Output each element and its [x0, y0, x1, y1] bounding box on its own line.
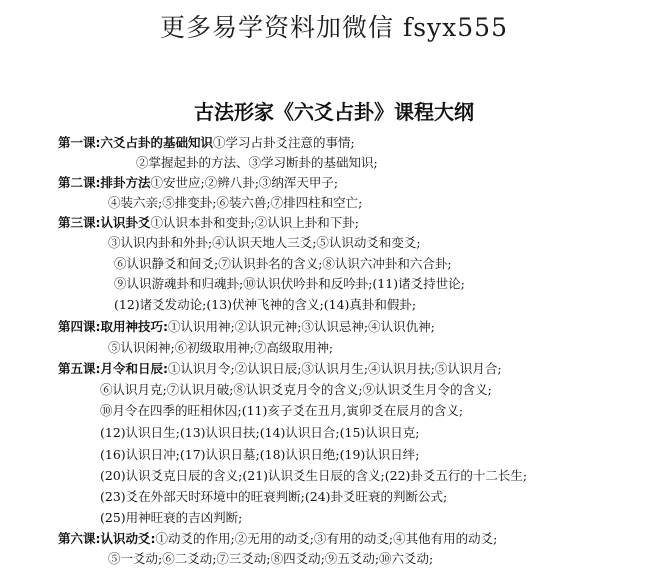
- lesson-4-line-1: [58, 318, 435, 336]
- lesson-5-line-8: (25)用神旺衰的吉凶判断;: [100, 510, 243, 525]
- lesson-5-line-5: (16)认识日冲;(17)认识日墓;(18)认识日绝;(19)认识日绊;: [100, 447, 420, 462]
- lesson-3-line-1: [58, 214, 359, 232]
- lesson-2-label: 第二课:排卦方法: [58, 175, 151, 190]
- lesson-5-line-1: [58, 360, 502, 378]
- lesson-3-line-3: ⑥认识静爻和间爻;⑦认识卦名的含义;⑧认识六冲卦和六合卦;: [114, 256, 452, 271]
- lesson-6-text-1: ①动爻的作用;②无用的动爻;③有用的动爻;④其他有用的动爻;: [155, 531, 498, 546]
- lesson-3-line-4: ⑨认识游魂卦和归魂卦;⑩认识伏吟卦和反吟卦;(11)诸爻持世论;: [114, 276, 465, 291]
- lesson-5-line-3: ⑩月令在四季的旺相休囚;(11)亥子爻在丑月,寅卯爻在辰月的含义;: [100, 403, 464, 418]
- lesson-4-line-2: ⑤认识闲神;⑥初级取用神;⑦高级取用神;: [108, 340, 334, 355]
- page-title: 古法形家《六爻占卦》课程大纲: [194, 100, 474, 124]
- lesson-6-label: 第六课:认识动爻:: [58, 531, 156, 546]
- lesson-5-line-6: (20)认识爻克日辰的含义;(21)认识爻生日辰的含义;(22)卦爻五行的十二长生;: [100, 468, 528, 483]
- lesson-6-line-1: [58, 530, 497, 548]
- lesson-5-line-7: (23)爻在外部天时环境中的旺衰判断;(24)卦爻旺衰的判断公式;: [100, 489, 448, 504]
- lesson-2-text-1: ①安世应;②辨八卦;③纳浑天甲子;: [150, 175, 339, 190]
- lesson-1-line-1: [58, 134, 355, 152]
- lesson-3-line-5: (12)诸爻发动论;(13)伏神飞神的含义;(14)真卦和假卦;: [114, 297, 417, 312]
- lesson-6-line-2: ⑤一爻动;⑥二爻动;⑦三爻动;⑧四爻动;⑨五爻动;⑩六爻动;: [108, 551, 434, 566]
- wechat-header: 更多易学资料加微信 fsyx555: [160, 13, 508, 42]
- lesson-2-line-1: [58, 174, 338, 192]
- lesson-5-line-4: (12)认识日生;(13)认识日扶;(14)认识日合;(15)认识日克;: [100, 425, 420, 440]
- lesson-1-text-1: ①学习占卦爻注意的事情;: [213, 135, 355, 150]
- lesson-2-line-2: ④装六亲;⑤排变卦;⑥装六兽;⑦排四柱和空亡;: [108, 195, 363, 210]
- lesson-3-label: 第三课:认识卦爻: [58, 215, 151, 230]
- lesson-4-text-1: ①认识用神;②认识元神;③认识忌神;④认识仇神;: [168, 319, 435, 334]
- lesson-5-text-1: ①认识月令;②认识日辰;③认识月生;④认识月扶;⑤认识月合;: [168, 361, 502, 376]
- lesson-1-label: 第一课:六爻占卦的基础知识: [58, 135, 213, 150]
- lesson-5-label: 第五课:月令和日辰:: [58, 361, 168, 376]
- lesson-1-line-2: ②掌握起卦的方法、③学习断卦的基础知识;: [136, 155, 378, 170]
- lesson-3-line-2: ③认识内卦和外卦;④认识天地人三爻;⑤认识动爻和变爻;: [108, 235, 421, 250]
- lesson-4-label: 第四课:取用神技巧:: [58, 319, 168, 334]
- lesson-5-line-2: ⑥认识月克;⑦认识月破;⑧认识爻克月令的含义;⑨认识爻生月令的含义;: [100, 382, 492, 397]
- lesson-3-text-1: ①认识本卦和变卦;②认识上卦和下卦;: [150, 215, 359, 230]
